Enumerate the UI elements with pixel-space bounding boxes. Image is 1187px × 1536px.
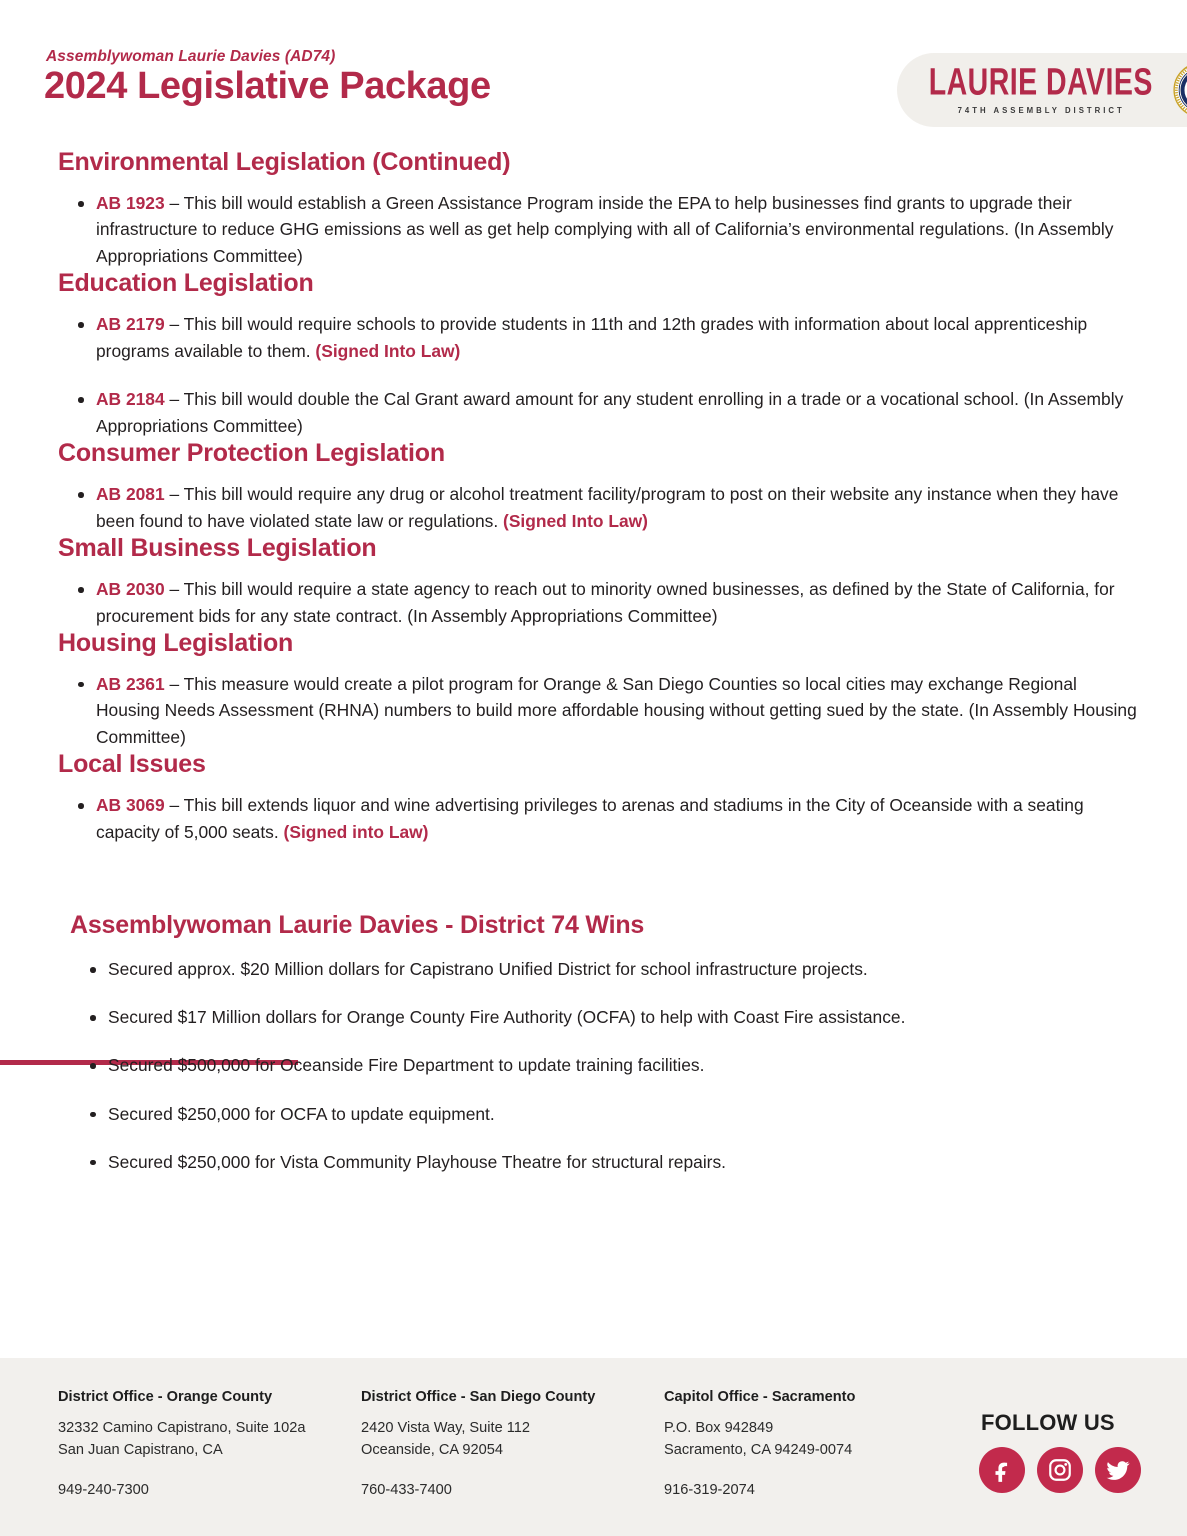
section-heading: Small Business Legislation [58,534,377,563]
header-eyebrow: Assemblywoman Laurie Davies (AD74) [46,48,336,65]
logo-wordmark [919,59,1163,115]
bill-description: This bill would establish a Green Assistance Program inside the EPA to help businesses find grants to upgrade their infrastructure to reduce GHG emissions as well as get help complying with all of California’s environmental regulations. (In Assembly Appropriations Committee) [96,193,1114,266]
win-item: Secured $17 Million dollars for Orange County Fire Authority (OCFA) to help with Coast Fire assistance. [70,1004,1143,1030]
bill-dash: – [164,673,184,694]
bill-item [58,386,1143,439]
bill-number: AB 2179 [96,314,165,335]
bill-item [58,671,1143,750]
bill-number: AB 2081 [96,484,165,505]
bill-list [58,792,1143,845]
bill-description: This bill would require a state agency to reach out to minority owned businesses, as defined by the State of California, for procurement bids for any state contract. (In Assembly Appropriations Committee) [96,579,1115,626]
page-footer [0,1358,1187,1536]
follow-us-block [979,1410,1141,1493]
bill-description: This bill would require any drug or alcohol treatment facility/program to post on their website any instance when they have been found to have violated state law or regulations. [96,484,1119,531]
twitter-link[interactable] [1095,1447,1141,1493]
office-phone[interactable]: 916-319-2074 [664,1482,755,1499]
bill-list [58,481,1143,534]
win-item: Secured $250,000 for Vista Community Playhouse Theatre for structural repairs. [70,1149,1143,1175]
california-state-assembly-seal-icon [1173,62,1187,118]
wins-list [70,956,1143,1175]
bill-list [58,576,1143,629]
bill-description: This measure would create a pilot program for Orange & San Diego Counties so local cities may exchange Regional Housing Needs Assessment (RHNA) numbers to build more affordable housing without getting sued by the state. (In Assembly Housing Committee) [96,673,1137,747]
bill-item [58,190,1143,269]
office-address-line: Sacramento, CA 94249-0074 [664,1442,853,1459]
wins-region [0,911,1187,1175]
bill-dash: – [164,795,184,816]
office-address-line: 2420 Vista Way, Suite 112 [361,1420,531,1436]
bill-number: AB 2184 [96,389,165,410]
office-address-line: P.O. Box 942849 [664,1420,774,1436]
win-item: Secured $500,000 for Oceanside Fire Department to update training facilities. [70,1052,1143,1078]
bill-dash: – [164,389,184,410]
office-column [664,1389,954,1498]
bill-item [58,576,1143,629]
bill-list [58,311,1143,439]
bill-status-badge: (Signed Into Law) [315,340,461,361]
twitter-icon [1105,1457,1131,1483]
office-address-line: Oceanside, CA 92054 [361,1442,503,1459]
office-title: District Office - San Diego County [361,1389,596,1405]
district-wins [58,911,1143,1175]
bill-list [58,190,1143,269]
bill-dash: – [164,314,184,335]
office-address-line: San Juan Capistrano, CA [58,1442,223,1459]
office-address-line: 32332 Camino Capistrano, Suite 102a [58,1420,306,1436]
office-column [58,1389,361,1498]
bill-item [58,311,1143,364]
section-heading: Consumer Protection Legislation [58,439,445,468]
bill-description: This bill would double the Cal Grant award amount for any student enrolling in a trade or a vocational school. (In Assembly Appropriations Committee) [96,389,1124,436]
page-title: 2024 Legislative Package [44,65,491,107]
section-heading: Local Issues [58,750,206,779]
office-title: Capitol Office - Sacramento [664,1389,856,1405]
office-column [361,1389,664,1498]
win-item: Secured $250,000 for OCFA to update equipment. [70,1101,1143,1127]
bill-item [58,481,1143,534]
page-header [0,0,1187,148]
logo-name: LAURIE DAVIES [928,59,1153,103]
instagram-icon [1047,1457,1073,1483]
bill-item [58,792,1143,845]
main-content [0,148,1187,845]
bill-description: This bill would require schools to provide students in 11th and 12th grades with information about local apprenticeship programs available to them. [96,314,1088,361]
logo-plate [897,53,1187,127]
bill-dash: – [164,193,184,213]
bill-list [58,671,1143,750]
social-links [979,1447,1141,1493]
bill-status-badge: (Signed into Law) [283,821,429,842]
office-phone[interactable]: 949-240-7300 [58,1482,149,1499]
facebook-icon [989,1457,1015,1483]
office-list [58,1389,954,1498]
legislation-sections [58,148,1143,845]
bill-number: AB 3069 [96,795,165,816]
section-heading: Education Legislation [58,269,314,298]
win-item: Secured approx. $20 Million dollars for Capistrano Unified District for school infrastructure projects. [70,956,1143,982]
office-phone[interactable]: 760-433-7400 [361,1482,452,1499]
office-title: District Office - Orange County [58,1389,273,1405]
header-title-block [44,48,491,107]
bill-number: AB 2361 [96,673,165,694]
bill-dash: – [164,579,184,600]
facebook-link[interactable] [979,1447,1025,1493]
bill-number: AB 2030 [96,579,165,600]
bill-status-badge: (Signed Into Law) [503,510,648,531]
wins-heading: Assemblywoman Laurie Davies - District 74 Wins [70,911,645,940]
section-heading: Housing Legislation [58,628,294,657]
logo-subtitle: 74TH ASSEMBLY DISTRICT [957,105,1125,115]
bill-description: This bill extends liquor and wine advertising privileges to arenas and stadiums in the City of Oceanside with a seating capacity of 5,000 seats. [96,795,1084,842]
bill-number: AB 1923 [96,193,165,213]
section-heading: Environmental Legislation (Continued) [58,148,511,176]
instagram-link[interactable] [1037,1447,1083,1493]
bill-dash: – [164,484,184,505]
follow-us-label: FOLLOW US [981,1410,1115,1435]
